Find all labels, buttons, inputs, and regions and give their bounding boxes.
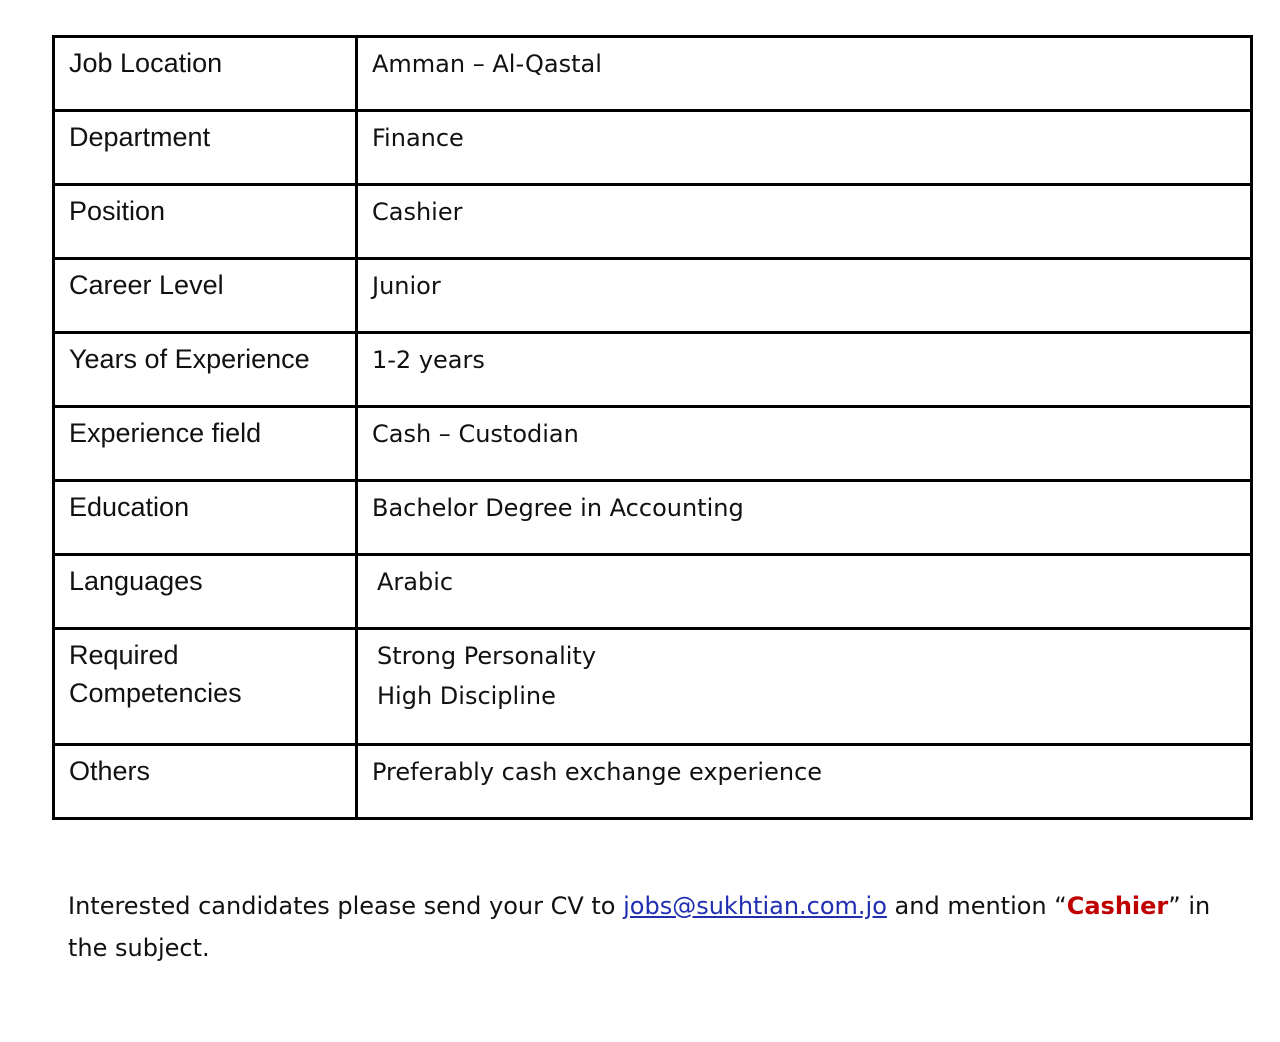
table-row-experience-field	[54, 407, 1252, 481]
required-competencies-label-line-1: Required	[69, 640, 179, 670]
email-link[interactable]: jobs@sukhtian.com.jo	[623, 892, 887, 920]
education-value: Bachelor Degree in Accounting	[357, 481, 1252, 555]
table-row-department	[54, 111, 1252, 185]
required-competencies-label-line-2: Competencies	[69, 678, 242, 708]
experience-field-label: Experience field	[54, 407, 357, 481]
table-row-position	[54, 185, 1252, 259]
instructions-mid: and mention “	[886, 892, 1067, 920]
others-label: Others	[54, 745, 357, 819]
languages-value: Arabic	[357, 555, 1252, 629]
others-value: Preferably cash exchange experience	[357, 745, 1252, 819]
career-level-value: Junior	[357, 259, 1252, 333]
position-value: Cashier	[357, 185, 1252, 259]
job-details-table	[52, 35, 1253, 820]
table-row-languages	[54, 555, 1252, 629]
table-row-others	[54, 745, 1252, 819]
instructions-end: ” in the subject.	[68, 892, 1211, 962]
application-instructions	[68, 885, 1228, 969]
competency-item: High Discipline	[377, 682, 556, 710]
job-location-label: Job Location	[54, 37, 357, 111]
job-location-value: Amman – Al-Qastal	[357, 37, 1252, 111]
table-row-job-location	[54, 37, 1252, 111]
table-row-required-competencies	[54, 629, 1252, 745]
table-row-career-level	[54, 259, 1252, 333]
position-highlight: Cashier	[1066, 892, 1169, 920]
required-competencies-label	[54, 629, 357, 745]
career-level-label: Career Level	[54, 259, 357, 333]
competency-item: Strong Personality	[377, 642, 597, 670]
years-of-experience-value: 1-2 years	[357, 333, 1252, 407]
table-row-education	[54, 481, 1252, 555]
instructions-intro: Interested candidates please send your CV to	[68, 892, 624, 920]
languages-label: Languages	[54, 555, 357, 629]
required-competencies-value	[357, 629, 1252, 745]
table-row-years-of-experience	[54, 333, 1252, 407]
experience-field-value: Cash – Custodian	[357, 407, 1252, 481]
education-label: Education	[54, 481, 357, 555]
years-of-experience-label: Years of Experience	[54, 333, 357, 407]
department-label: Department	[54, 111, 357, 185]
position-label: Position	[54, 185, 357, 259]
department-value: Finance	[357, 111, 1252, 185]
